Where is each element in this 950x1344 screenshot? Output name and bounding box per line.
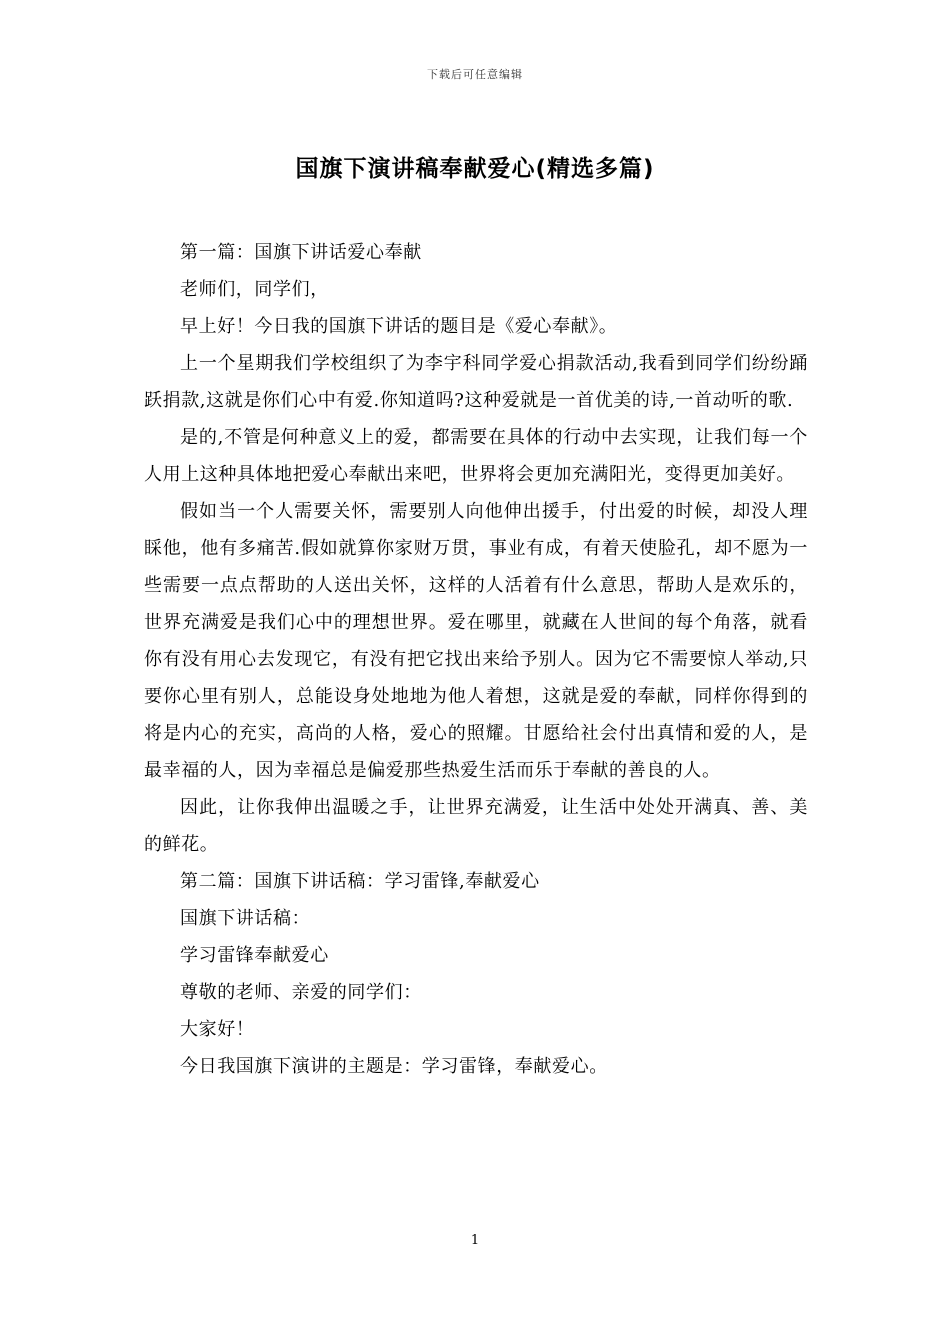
header-note: 下载后可任意编辑 bbox=[427, 68, 523, 81]
paragraph: 尊敬的老师、亲爱的同学们： bbox=[180, 982, 422, 1003]
document-body bbox=[144, 234, 808, 1085]
paragraph: 是的,不管是何种意义上的爱，都需要在具体的行动中去实现，让我们每一个人用上这种具体地把爱心奉献出来吧，世界将会更加充满阳光，变得更加美好。 bbox=[144, 427, 808, 485]
paragraph: 国旗下讲话稿： bbox=[180, 908, 311, 929]
paragraph: 大家好！ bbox=[180, 1019, 255, 1040]
paragraph: 假如当一个人需要关怀，需要别人向他伸出援手，付出爱的时候，却没人理睬他，他有多痛苦.假如就算你家财万贯，事业有成，有着天使脸孔，却不愿为一些需要一点点帮助的人送出关怀，这样的人活着有什么意思，帮助人是欢乐的，世界充满爱是我们心中的理想世界。爱在哪里，就藏在人世间的每个角落，就看你有没有用心去发现它，有没有把它找出来给予别人。因为它不需要惊人举动,只要你心里有别人，总能设身处地地为他人着想，这就是爱的奉献，同样你得到的将是内心的充实，高尚的人格，爱心的照耀。甘愿给社会付出真情和爱的人，是最幸福的人，因为幸福总是偏爱那些热爱生活而乐于奉献的善良的人。 bbox=[144, 501, 808, 781]
paragraph: 今日我国旗下演讲的主题是：学习雷锋，奉献爱心。 bbox=[180, 1056, 608, 1077]
paragraph: 第二篇：国旗下讲话稿：学习雷锋,奉献爱心 bbox=[180, 871, 540, 892]
paragraph: 早上好！今日我的国旗下讲话的题目是《爱心奉献》。 bbox=[180, 316, 618, 337]
page-number: 1 bbox=[470, 1233, 480, 1248]
paragraph: 因此，让你我伸出温暖之手，让世界充满爱，让生活中处处开满真、善、美的鲜花。 bbox=[144, 797, 808, 855]
paragraph: 第一篇：国旗下讲话爱心奉献 bbox=[180, 242, 422, 263]
paragraph: 上一个星期我们学校组织了为李宇科同学爱心捐款活动,我看到同学们纷纷踊跃捐款,这就是你们心中有爱.你知道吗?这种爱就是一首优美的诗,一首动听的歌. bbox=[144, 353, 808, 411]
document-title: 国旗下演讲稿奉献爱心(精选多篇) bbox=[295, 156, 655, 182]
paragraph: 老师们，同学们， bbox=[180, 279, 329, 300]
paragraph: 学习雷锋奉献爱心 bbox=[180, 945, 329, 966]
